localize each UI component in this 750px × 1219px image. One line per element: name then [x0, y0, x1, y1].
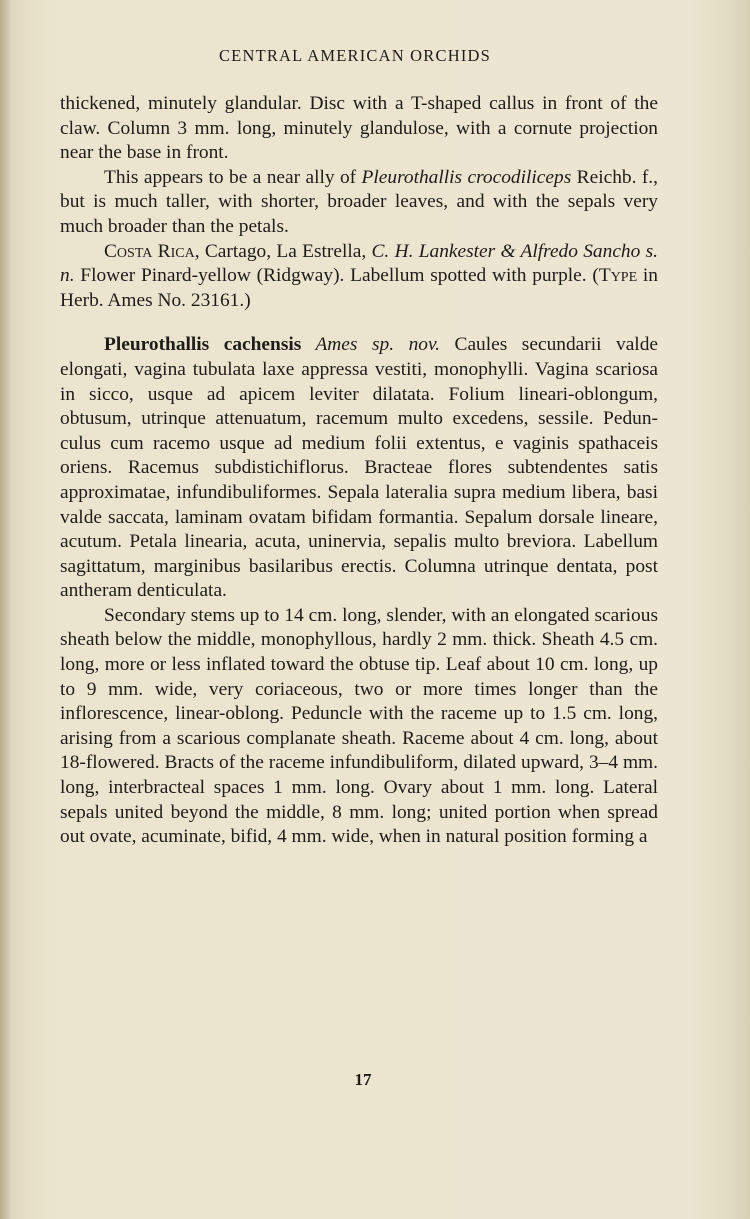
body-text: [60, 92, 658, 850]
herbarium-number: in Herb. Ames No. 23161.): [60, 265, 658, 311]
species-heading: Pleurothallis cachensis: [104, 334, 302, 356]
country-name: Costa Rica: [104, 240, 195, 262]
paragraph-remarks: [60, 166, 658, 240]
paragraph-specimen-citation: [60, 240, 658, 314]
remarks-text-2: Reichb. f., but is much taller, with shorter, broader leaves, and with the sepals very much broader than the petals.: [60, 166, 658, 237]
remarks-text-1: This appears to be a near ally of: [104, 166, 362, 188]
page-gutter-shadow: [0, 0, 10, 1219]
latin-diagnosis-text: Caules secundarii valde elongati, vagina tubulata laxe appressa vestiti, monophylli. Vagina scariosa in sicco, usque ad apicem leviter dilatata. Folium lineari-oblongum, obtusum, utrinque attenuatum, racemum multo excedens, sessile. Pedunculus cum racemo usque ad medium folii extentus, e vaginis spathaceis oriens. Racemus subdistichiflorus. Bracteae flores subtendentes satis approximatae, infundibuliformes. Sepala lateralia supra medium libera, basi valde saccata, laminam ovatam bifidam formantia. Sepalum dorsale lineare, acutum. Petala linearia, acuta, uninervia, sepalis multo breviora. Labellum sagittatum, marginibus basilaribus erectis. Columna utrinque dentata, post antheram denticulata.: [60, 334, 658, 602]
locality-text: , Cartago, La Estrella,: [194, 240, 372, 262]
paragraph-latin-diagnosis: [60, 333, 658, 604]
flower-note: Flower Pinard-yellow (Ridgway). Labellum spotted with purple. (: [74, 265, 599, 287]
collector-names: C. H. Lankester & Alfredo Sancho s. n.: [60, 240, 659, 287]
species-reference: Pleurothallis crocodiliceps: [361, 166, 572, 188]
type-label: Type: [598, 265, 638, 287]
paragraph-continuation: thickened, minutely glandular. Disc with a T-shaped callus in front of the claw. Column 3 mm. long, minutely glandulose, with a cornute projection near the base in front.: [60, 93, 658, 164]
running-head: CENTRAL AMERICAN ORCHIDS: [218, 46, 492, 65]
page-number: 17: [354, 1070, 372, 1089]
paragraph-english-description: Secondary stems up to 14 cm. long, slender, with an elongated scarious sheath below the middle, monophyllous, hardly 2 mm. thick. Sheath 4.5 cm. long, more or less inflated toward the obtuse tip. Leaf about 10 cm. long, up to 9 mm. wide, very coriaceous, two or more times longer than the inflorescence, linear-oblong. Peduncle with the raceme up to 1.5 cm. long, arising from a scarious complanate sheath. Raceme about 4 cm. long, about 18-flowered. Bracts of the raceme infundibuliform, dilated upward, 3–4 mm. long, interbracteal spaces 1 mm. long. Ovary about 1 mm. long. Lateral sepals united beyond the middle, 8 mm. long; united portion when spread out ovate, acuminate, bifid, 4 mm. wide, when in natural position forming a: [60, 604, 658, 848]
author-novelty: Ames sp. nov.: [301, 334, 440, 356]
